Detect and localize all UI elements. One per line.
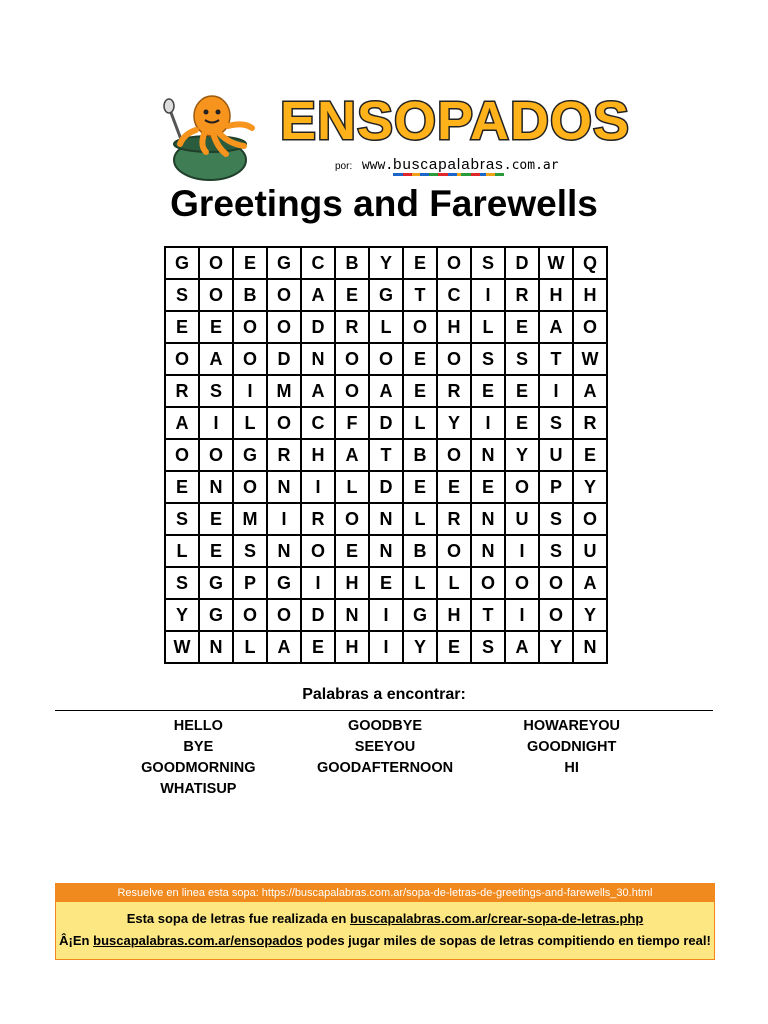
grid-row [165,631,607,663]
grid-cell: S [505,343,539,375]
grid-cell: I [369,599,403,631]
grid-cell: I [267,503,301,535]
grid-cell: T [369,439,403,471]
word-item: SEEYOU [354,739,416,755]
byline-www: www. [361,158,394,173]
word-item: GOODMORNING [141,760,256,776]
grid-cell: I [471,407,505,439]
grid-cell: O [573,311,607,343]
grid-cell: E [199,535,233,567]
grid-cell: O [199,439,233,471]
grid-cell: E [505,375,539,407]
word-item: HELLO [173,718,223,734]
grid-cell: U [539,439,573,471]
grid-cell: H [335,567,369,599]
footer-line-2-prefix: Â¡En [59,933,94,948]
grid-cell: A [539,311,573,343]
grid-cell: T [403,279,437,311]
grid-cell: G [267,247,301,279]
grid-cell: R [267,439,301,471]
grid-cell: S [471,343,505,375]
grid-row [165,471,607,503]
grid-cell: I [539,375,573,407]
grid-cell: O [233,311,267,343]
grid-cell: D [267,343,301,375]
grid-cell: H [437,311,471,343]
grid-cell: R [573,407,607,439]
grid-cell: O [539,567,573,599]
byline-domain: .com.ar [503,158,559,173]
grid-cell: L [403,407,437,439]
grid-cell: A [267,631,301,663]
word-column [478,716,665,800]
grid-cell: O [539,599,573,631]
grid-cell: S [165,503,199,535]
grid-cell: H [539,279,573,311]
grid-cell: N [301,343,335,375]
grid-cell: M [233,503,267,535]
grid-cell: A [335,439,369,471]
grid-cell: H [335,631,369,663]
grid-cell: E [301,631,335,663]
grid-cell: O [437,343,471,375]
grid-cell: U [573,535,607,567]
grid-cell: S [471,247,505,279]
grid-row [165,599,607,631]
word-item: GOODNIGHT [526,739,617,755]
word-list [105,716,665,800]
divider [55,710,713,711]
grid-cell: A [573,375,607,407]
octopus-pot-icon [160,92,260,182]
grid-cell: N [573,631,607,663]
grid-cell: E [165,471,199,503]
grid-cell: O [437,247,471,279]
grid-cell: G [233,439,267,471]
grid-row [165,535,607,567]
grid-cell: A [301,279,335,311]
grid-cell: C [437,279,471,311]
grid-cell: E [573,439,607,471]
word-search-grid [164,246,608,664]
grid-cell: O [505,471,539,503]
grid-cell: S [539,503,573,535]
grid-cell: L [165,535,199,567]
grid-cell: S [539,407,573,439]
grid-cell: E [471,375,505,407]
grid-row [165,503,607,535]
grid-cell: N [199,631,233,663]
word-item: HI [564,760,579,776]
grid-cell: O [233,471,267,503]
grid-row [165,567,607,599]
grid-cell: E [199,311,233,343]
grid-row [165,279,607,311]
grid-cell: A [199,343,233,375]
grid-cell: E [335,279,369,311]
grid-cell: W [539,247,573,279]
grid-cell: Y [369,247,403,279]
grid-cell: N [199,471,233,503]
grid-row [165,343,607,375]
grid-cell: O [267,311,301,343]
grid-cell: H [437,599,471,631]
grid-row [165,311,607,343]
grid-cell: Q [573,247,607,279]
word-item: GOODBYE [347,718,423,734]
grid-cell: P [233,567,267,599]
grid-cell: O [573,503,607,535]
grid-cell: R [437,375,471,407]
grid-cell: E [403,471,437,503]
grid-cell: N [267,471,301,503]
grid-cell: O [505,567,539,599]
grid-cell: O [199,279,233,311]
grid-cell: H [573,279,607,311]
grid-cell: O [437,535,471,567]
grid-cell: I [199,407,233,439]
grid-cell: E [471,471,505,503]
grid-cell: N [471,535,505,567]
grid-row [165,407,607,439]
grid-cell: O [335,343,369,375]
grid-cell: L [437,567,471,599]
grid-cell: R [335,311,369,343]
grid-cell: G [199,567,233,599]
grid-cell: L [471,311,505,343]
footer-line-2-suffix: podes jugar miles de sopas de letras compitiendo en tiempo real! [302,933,711,948]
grid-cell: G [369,279,403,311]
grid-cell: O [335,375,369,407]
grid-cell: R [165,375,199,407]
grid-cell: O [301,535,335,567]
grid-cell: D [301,311,335,343]
grid-cell: L [403,567,437,599]
word-item: BYE [183,739,214,755]
create-puzzle-link[interactable]: buscapalabras.com.ar/crear-sopa-de-letras.php [349,911,644,926]
grid-cell: E [369,567,403,599]
grid-cell: R [437,503,471,535]
grid-cell: L [403,503,437,535]
grid-cell: O [267,599,301,631]
page-title: Greetings and Farewells [170,183,598,224]
grid-cell: L [369,311,403,343]
grid-cell: D [369,471,403,503]
grid-cell: D [301,599,335,631]
byline-site-name: buscapalabras [393,156,504,176]
grid-cell: N [369,535,403,567]
grid-cell: G [267,567,301,599]
word-item: HOWAREYOU [523,718,621,734]
word-column [105,716,292,800]
grid-cell: E [403,247,437,279]
grid-cell: S [233,535,267,567]
grid-cell: N [369,503,403,535]
grid-cell: O [267,407,301,439]
grid-cell: C [301,407,335,439]
grid-cell: L [335,471,369,503]
grid-cell: U [505,503,539,535]
grid-cell: E [335,535,369,567]
grid-cell: W [165,631,199,663]
grid-cell: G [165,247,199,279]
grid-cell: I [471,279,505,311]
grid-cell: O [165,343,199,375]
grid-cell: A [505,631,539,663]
grid-cell: E [199,503,233,535]
grid-cell: I [505,535,539,567]
logo-title: ENSOPADOS [280,91,631,151]
grid-cell: R [301,503,335,535]
grid-row [165,375,607,407]
grid-cell: M [267,375,301,407]
footer-line-2 [56,930,714,952]
grid-cell: E [505,311,539,343]
grid-cell: T [471,599,505,631]
ensopados-link[interactable]: buscapalabras.com.ar/ensopados [93,933,303,948]
grid-row [165,247,607,279]
grid-cell: B [233,279,267,311]
header [160,91,631,182]
word-item: WHATISUP [160,781,237,797]
grid-cell: I [301,471,335,503]
word-column [292,716,479,800]
word-item: GOODAFTERNOON [316,760,454,776]
grid-cell: E [403,343,437,375]
grid-cell: N [471,503,505,535]
grid-cell: H [301,439,335,471]
grid-cell: Y [573,599,607,631]
grid-cell: E [165,311,199,343]
grid-cell: D [505,247,539,279]
grid-cell: E [437,471,471,503]
footer-body [56,902,714,959]
grid-cell: O [233,599,267,631]
grid-row [165,439,607,471]
grid-cell: E [505,407,539,439]
grid-cell: E [437,631,471,663]
grid-cell: I [369,631,403,663]
grid-cell: O [267,279,301,311]
grid-cell: Y [165,599,199,631]
online-link[interactable]: Resuelve en linea esta sopa: https://buscapalabras.com.ar/sopa-de-letras-de-greetings-and-farewells_30.html [56,884,714,902]
grid-cell: B [403,535,437,567]
grid-cell: S [199,375,233,407]
grid-cell: E [403,375,437,407]
grid-cell: I [233,375,267,407]
grid-cell: Y [403,631,437,663]
grid-cell: N [471,439,505,471]
footer-line-1-text: Esta sopa de letras fue realizada en [126,911,350,926]
footer-line-1 [56,902,714,930]
grid-cell: Y [505,439,539,471]
grid-cell: O [165,439,199,471]
grid-cell: Y [539,631,573,663]
grid-cell: N [267,535,301,567]
byline-prefix: por: [335,161,353,172]
grid-cell: S [165,567,199,599]
grid-cell: S [165,279,199,311]
grid-cell: N [335,599,369,631]
grid-cell: O [199,247,233,279]
grid-cell: B [403,439,437,471]
grid-cell: S [539,535,573,567]
grid-cell: E [233,247,267,279]
grid-cell: O [233,343,267,375]
grid-cell: L [233,407,267,439]
grid-cell: I [505,599,539,631]
grid-cell: W [573,343,607,375]
grid-cell: C [301,247,335,279]
grid-cell: S [471,631,505,663]
site-byline[interactable] [335,156,559,173]
grid-cell: D [369,407,403,439]
grid-cell: A [165,407,199,439]
grid-cell: G [403,599,437,631]
grid-cell: R [505,279,539,311]
grid-cell: O [403,311,437,343]
grid-cell: F [335,407,369,439]
grid-cell: T [539,343,573,375]
grid-cell: A [573,567,607,599]
grid-cell: O [369,343,403,375]
grid-cell: A [301,375,335,407]
grid-cell: I [301,567,335,599]
footer-banner [55,883,715,960]
grid-cell: O [335,503,369,535]
words-heading: Palabras a encontrar: [302,686,466,703]
grid-cell: B [335,247,369,279]
grid-cell: Y [437,407,471,439]
grid-cell: G [199,599,233,631]
grid-cell: P [539,471,573,503]
grid-cell: L [233,631,267,663]
grid-cell: A [369,375,403,407]
grid-cell: Y [573,471,607,503]
grid-cell: O [471,567,505,599]
grid-cell: O [437,439,471,471]
